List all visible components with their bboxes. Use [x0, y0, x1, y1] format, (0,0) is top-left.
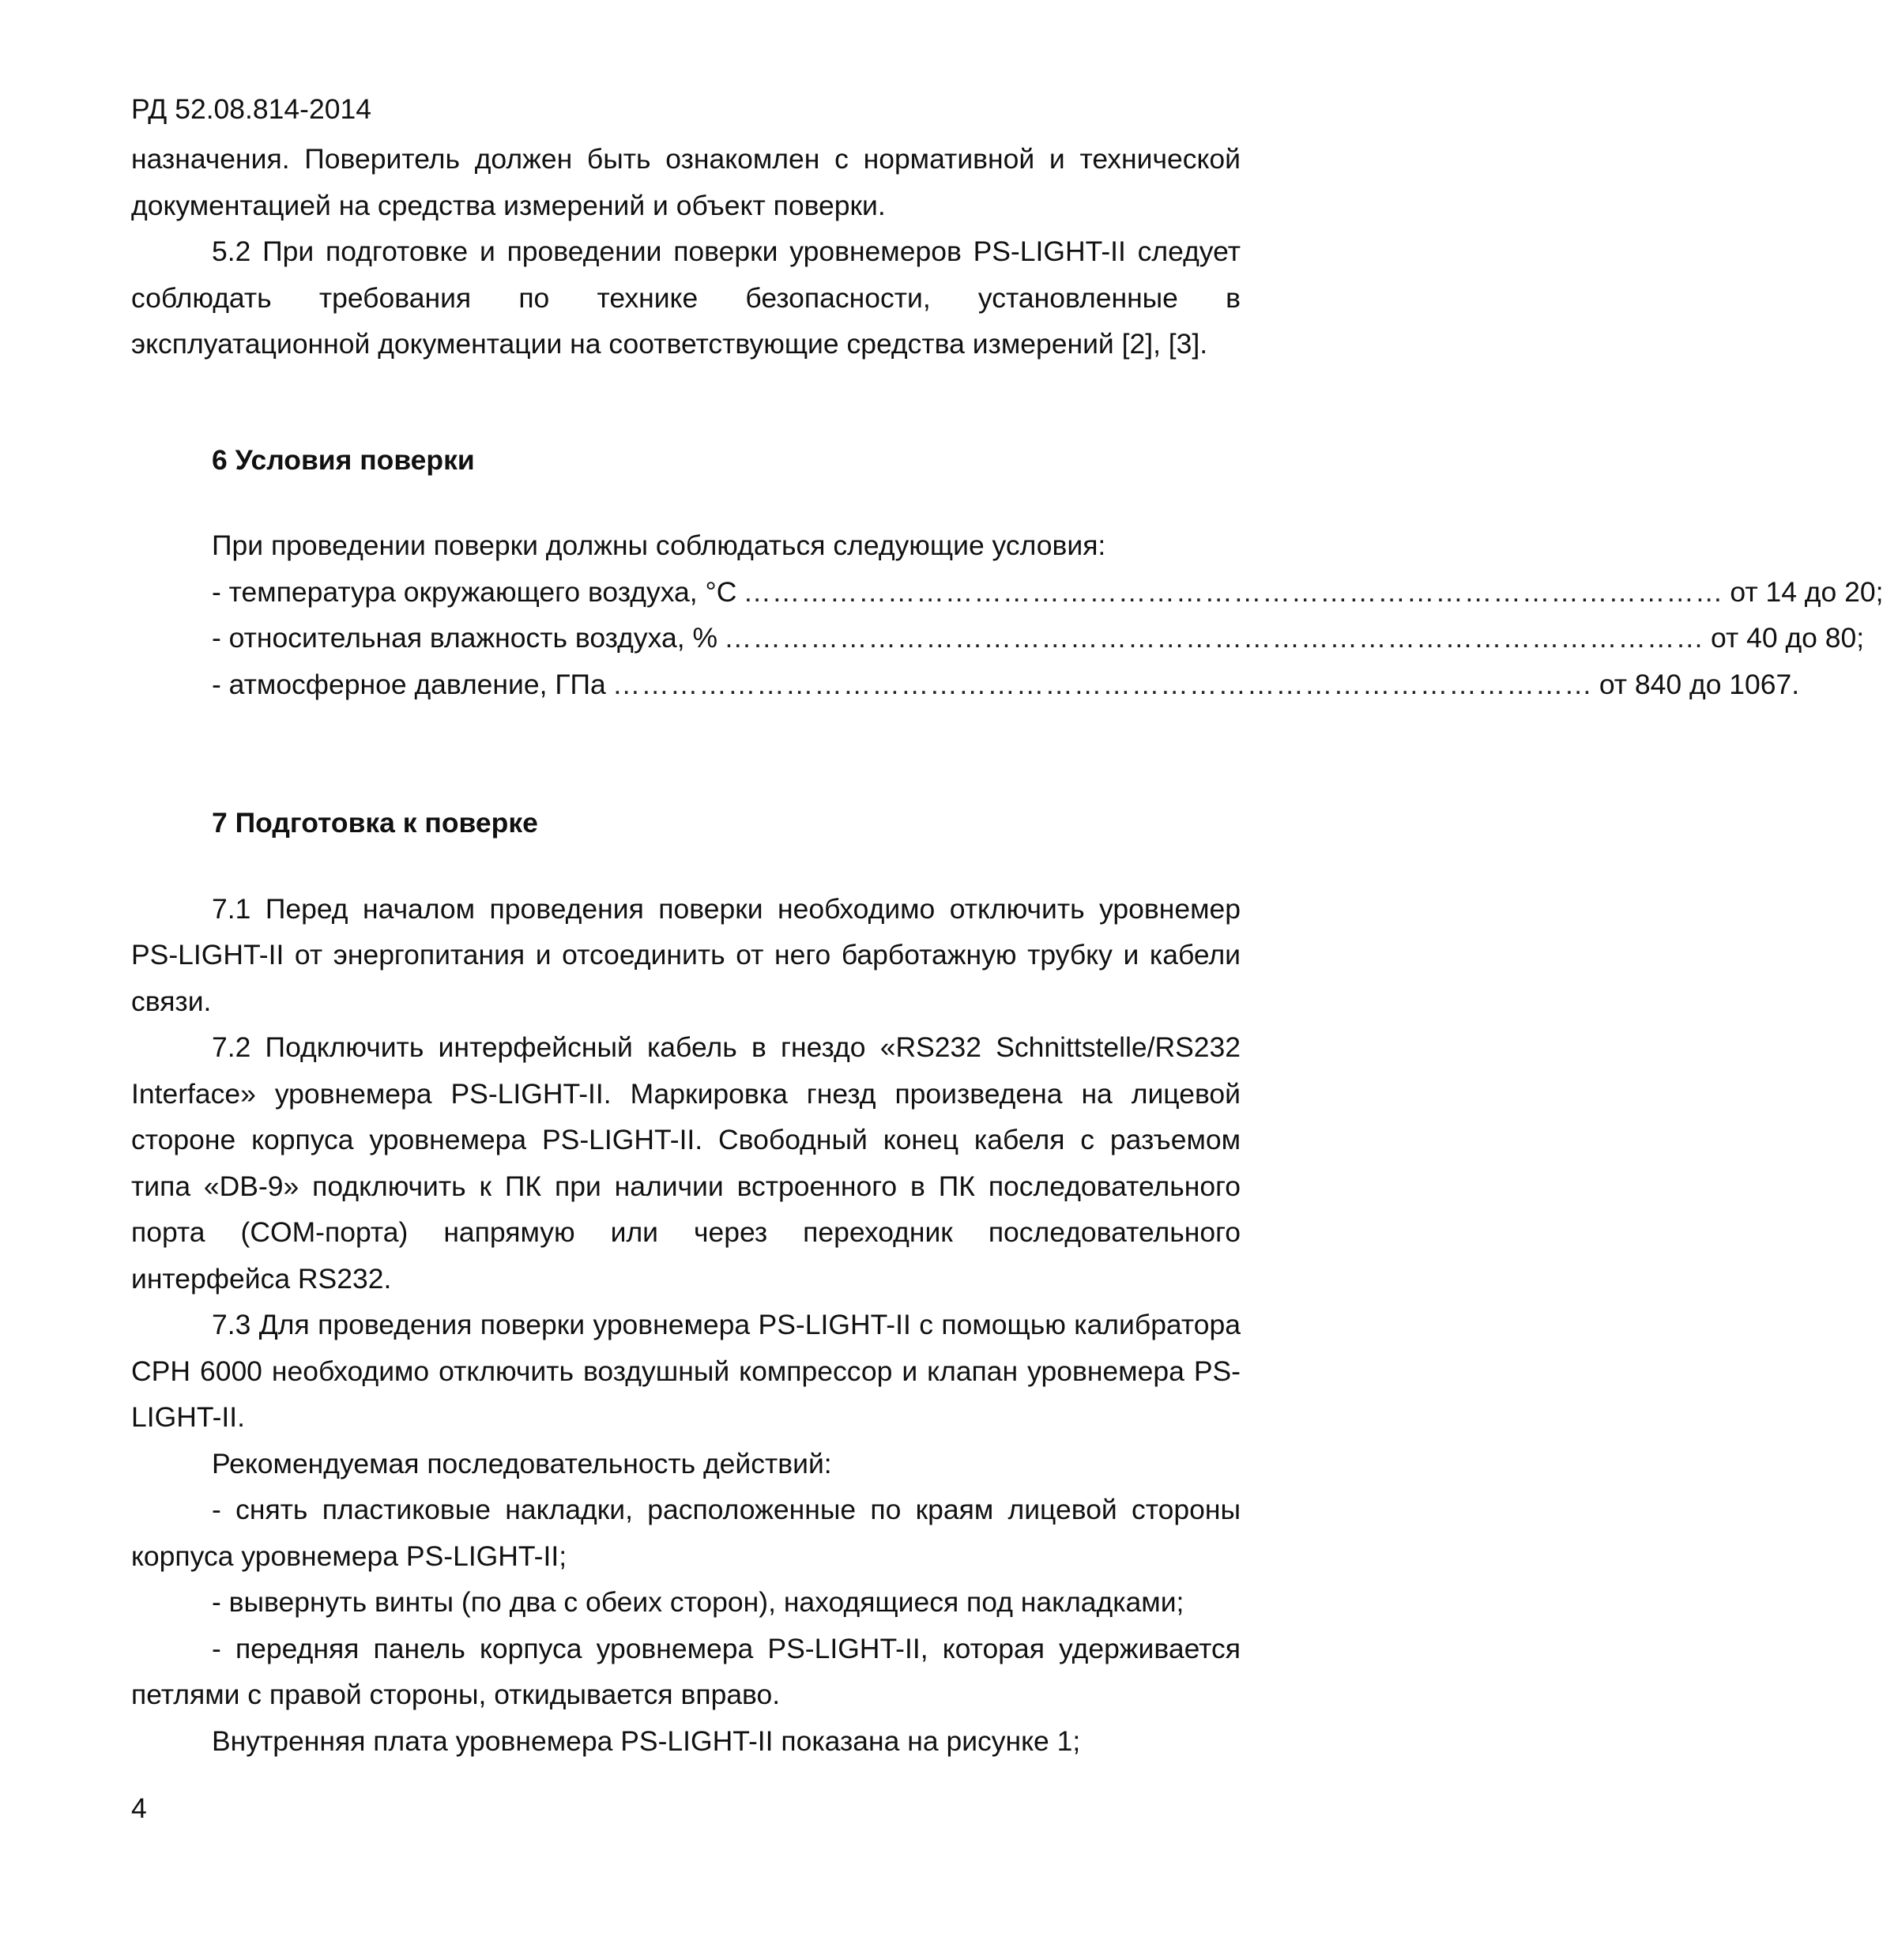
paragraph-continuation: назначения. Поверитель должен быть ознакомлен с нормативной и технической документацией на средства измерений и объект поверки.	[131, 143, 1241, 221]
condition-label: - атмосферное давление, ГПа	[212, 668, 606, 700]
condition-label: - температура окружающего воздуха, °С	[212, 575, 737, 608]
condition-row-pressure	[131, 662, 1800, 708]
section-heading-7: 7 Подготовка к поверке	[212, 807, 538, 839]
paragraph-5-2: 5.2 При подготовке и проведении поверки уровнемеров PS-LIGHT-II следует соблюдать требования по технике безопасности, установленные в эксплуатационной документации на соответствующие средства измерений [2], [3].	[131, 236, 1241, 360]
paragraph-step-1: - снять пластиковые накладки, расположенные по краям лицевой стороны корпуса уровнемера PS-LIGHT-II;	[131, 1494, 1241, 1572]
condition-value: от 14 до 20;	[1730, 575, 1883, 608]
section-heading-6: 6 Условия поверки	[212, 443, 475, 476]
leader-dots: …………………………………………………………………………………………	[743, 575, 1724, 608]
leader-dots: …………………………………………………………………………………………	[724, 622, 1705, 654]
paragraph-step-3: - передняя панель корпуса уровнемера PS-LIGHT-II, которая удерживается петлями с правой стороны, откидывается вправо.	[131, 1632, 1241, 1710]
page-number: 4	[131, 1792, 147, 1824]
condition-row-temperature	[131, 569, 1883, 616]
conditions-intro: При проведении поверки должны соблюдаться следующие условия:	[212, 530, 1106, 561]
document-code: РД 52.08.814-2014	[131, 93, 371, 125]
condition-value: от 40 до 80;	[1711, 622, 1865, 654]
paragraph-7-3: 7.3 Для проведения поверки уровнемера PS-LIGHT-II с помощью калибратора CPH 6000 необходимо отключить воздушный компрессор и клапан уровнемера PS-LIGHT-II.	[131, 1309, 1241, 1433]
paragraph-board: Внутренняя плата уровнемера PS-LIGHT-II показана на рисунке 1;	[212, 1724, 1081, 1757]
condition-label: - относительная влажность воздуха, %	[212, 622, 718, 654]
leader-dots: …………………………………………………………………………………………	[612, 668, 1593, 700]
condition-row-humidity	[131, 615, 1865, 662]
paragraph-7-2: 7.2 Подключить интерфейсный кабель в гнездо «RS232 Schnittstelle/RS232 Interface» уровнемера PS-LIGHT-II. Маркировка гнезд произведена на лицевой стороне корпуса уровнемера PS-LIGHT-II. Свободный конец кабеля с разъемом типа «DB-9» подключить к ПК при наличии встроенного в ПК последовательного порта (COM-порта) напрямую или через переходник последовательного интерфейса RS232.	[131, 1031, 1241, 1295]
paragraph-step-2: - вывернуть винты (по два с обеих сторон), находящиеся под накладками;	[212, 1586, 1184, 1618]
paragraph-recommended: Рекомендуемая последовательность действий:	[212, 1447, 832, 1479]
condition-value: от 840 до 1067.	[1599, 668, 1800, 700]
document-body	[131, 136, 1883, 1764]
paragraph-7-1: 7.1 Перед началом проведения поверки необходимо отключить уровнемер PS-LIGHT-II от энергопитания и отсоединить от него барботажную трубку и кабели связи.	[131, 892, 1241, 1017]
